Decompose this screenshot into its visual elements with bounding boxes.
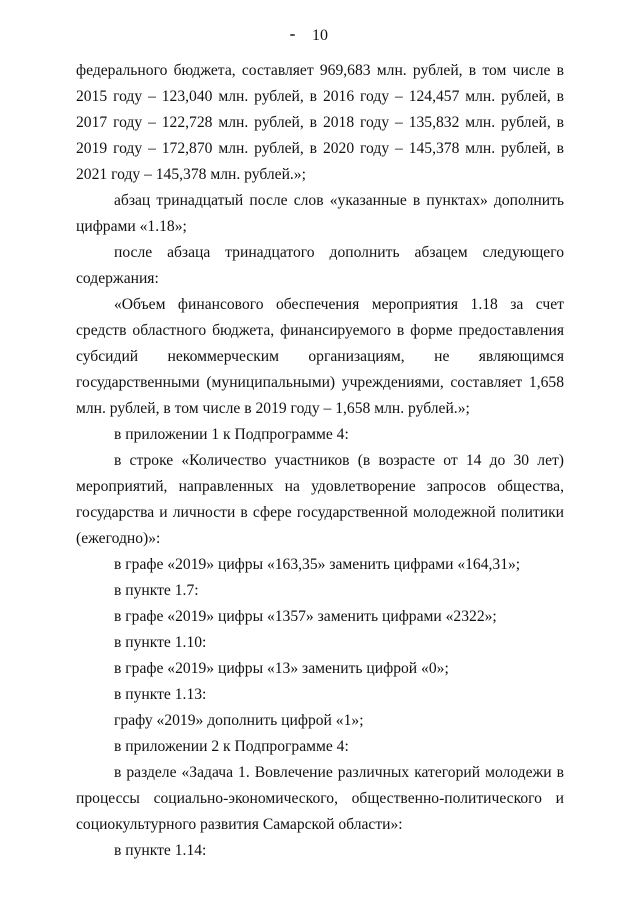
paragraph-1: федерального бюджета, составляет 969,683 млн. рублей, в том числе в 2015 году – 123,040 млн. рублей, в 2016 году – 124,457 млн. рублей, в 2017 году – 122,728 млн. рублей, в 2018 году – 135,832 млн. рублей, в 2019 году – 172,870 млн. рублей, в 2020 году – 145,378 млн. рублей, в 2021 году – 145,378 млн. рублей.»; [76,62,564,183]
paragraph-9: в графе «2019» цифры «1357» заменить цифрами «2322»; [114,608,497,625]
paragraph-4: «Объем финансового обеспечения мероприятия 1.18 за счет средств областного бюджета, финансируемого в форме предоставления субсидий некоммерческим организациям, не являющимся государственными (муниципальными) учреждениями, составляет 1,658 млн. рублей, в том числе в 2019 году – 1,658 млн. рублей.»; [76,296,564,417]
paragraph-16: в пункте 1.14: [114,842,207,859]
document-body [76,58,564,864]
paragraph-12: в пункте 1.13: [114,686,207,703]
paragraph-13: графу «2019» дополнить цифрой «1»; [114,712,364,729]
paragraph-7: в графе «2019» цифры «163,35» заменить цифрами «164,31»; [114,556,521,573]
paragraph-11: в графе «2019» цифры «13» заменить цифрой «0»; [114,660,449,677]
paragraph-5: в приложении 1 к Подпрограмме 4: [114,426,349,443]
paragraph-3: после абзаца тринадцатого дополнить абзацем следующего содержания: [76,244,564,287]
paragraph-10: в пункте 1.10: [114,634,207,651]
paragraph-6: в строке «Количество участников (в возрасте от 14 до 30 лет) мероприятий, направленных на удовлетворение запросов общества, государства и личности в сфере государственной молодежной политики (ежегодно)»: [76,452,564,547]
paragraph-8: в пункте 1.7: [114,582,199,599]
paragraph-14: в приложении 2 к Подпрограмме 4: [114,738,349,755]
paragraph-15: в разделе «Задача 1. Вовлечение различных категорий молодежи в процессы социально-экономического, общественно-политического и социокультурного развития Самарской области»: [76,764,564,833]
page-number: 10 [312,27,328,44]
paragraph-2: абзац тринадцатый после слов «указанные в пунктах» дополнить цифрами «1.18»; [76,192,564,235]
